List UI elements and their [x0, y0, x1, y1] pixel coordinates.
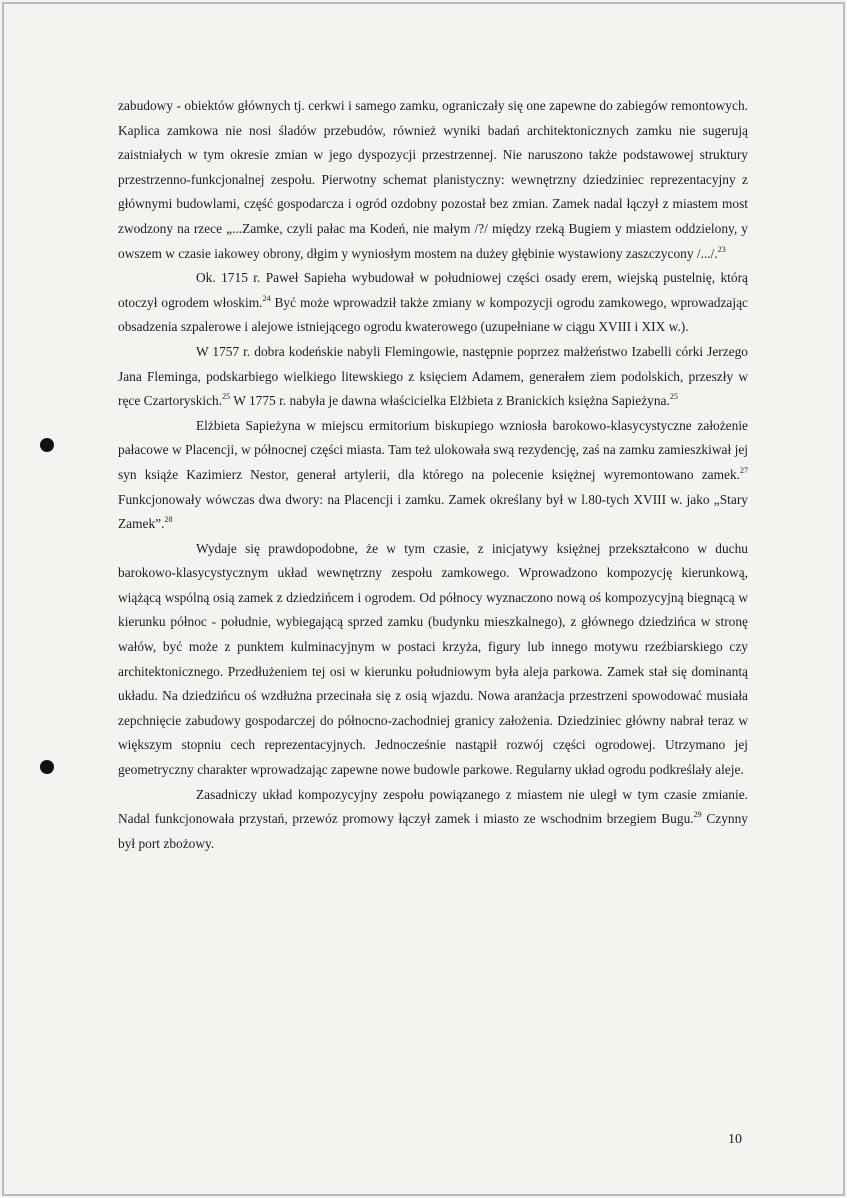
page-number: 10	[728, 1132, 742, 1147]
paragraph-text: Czynny był port zbożowy.	[118, 811, 748, 851]
footnote-reference: 25	[222, 392, 231, 402]
paragraph-text: W 1757 r. dobra kodeńskie nabyli Flemingowie, następnie poprzez małżeństwo Izabelli córki Jerzego Jana Fleminga, podskarbiego wielkiego litewskiego z księciem Adamem, generałem ziem podolskich, przeszły w ręce Czartoryskich.	[118, 343, 748, 409]
paragraph	[118, 340, 748, 414]
paragraph-text: Funkcjonowały wówczas dwa dwory: na Placencji i zamku. Zamek określany był w l.80-tych XVIII w. jako „Stary Zamek”.	[118, 491, 748, 532]
paragraph	[118, 414, 748, 537]
paragraph-text: Być może wprowadził także zmiany w kompozycji ogrodu zamkowego, wprowadzając obsadzenia szpalerowe i alejowe istniejącego ogrodu kwaterowego (uzupełniane w ciągu XVIII i XIX w.).	[118, 294, 748, 335]
footnote-reference: 29	[693, 810, 702, 820]
paragraph-text: Zasadniczy układ kompozycyjny zespołu powiązanego z miastem nie uległ w tym czasie zmianie. Nadal funkcjonowała przystań, przewóz promowy łączył zamek i miasto ze wschodnim brzegiem Bugu.	[118, 786, 748, 827]
footnote-reference: 27	[740, 465, 748, 475]
paragraph-text: W 1775 r. nabyła je dawna właścicielka Elżbieta z Branickich księżna Sapieżyna.	[230, 393, 670, 409]
paragraph-text: Elżbieta Sapieżyna w miejscu ermitorium biskupiego wzniosła barokowo-klasycystyczne założenie pałacowe w Placencji, w północnej części miasta. Tam też ulokowała swą rezydencję, zaś na zamku zamieszkiwał jej syn książe Kazimierz Nestor, generał artylerii, dla którego na polecenie księżnej wyremontowano zamek.	[118, 417, 748, 482]
punch-hole	[40, 438, 54, 452]
footnote-reference: 24	[262, 293, 271, 303]
footnote-reference: 23	[717, 244, 726, 254]
paragraph-text: Ok. 1715 r. Paweł Sapieha wybudował w południowej części osady erem, wiejską pustelnię, którą otoczył ogrodem włoskim.	[118, 270, 748, 310]
punch-hole	[40, 760, 54, 774]
paragraph	[118, 94, 748, 266]
footnote-reference: 28	[164, 515, 173, 525]
paragraph-text: Wydaje się prawdopodobne, że w tym czasie, z inicjatywy księżnej przekształcono w duchu barokowo-klasycystycznym układ wewnętrzny zespołu zamkowego. Wprowadzono kompozycję kierunkową, wiążącą wspólną osią zamek z dziedzińcem i ogrodem. Od północy wyznaczono nową oś kompozycyjną biegnącą w kierunku północ - południe, wybiegającą sprzed zamku (budynku mieszkalnego), z głównego dziedzińca w stronę wałów, być może z punktem kulminacyjnym w postaci krzyża, figury lub innego motywu rzeźbiarskiego czy architektonicznego. Przedłużeniem tej osi w kierunku południowym była aleja parkowa. Zamek stał się dominantą układu. Na dziedzińcu oś wzdłużna przecinała się z osią wjazdu. Nowa aranżacja przestrzeni spowodować musiała zepchnięcie zabudowy gospodarczej do północno-zachodniej granicy założenia. Dziedziniec główny nabrał teraz w większym stopniu cech reprezentacyjnych. Jednocześnie nastąpił rozwój części ogrodowej. Utrzymano jej geometryczny charakter wprowadzając zapewne nowe budowle parkowe. Regularny układ ogrodu podkreślały aleje.	[118, 540, 748, 778]
footnote-reference: 25	[669, 392, 678, 402]
paragraph-text: zabudowy - obiektów głównych tj. cerkwi i samego zamku, ograniczały się one zapewne do zabiegów remontowych. Kaplica zamkowa nie nosi śladów przebudów, również wyniki badań architektonicznych zamku nie sugerują zaistniałych w tym okresie zmian w jego dyspozycji przestrzennej. Nie naruszono także podstawowej struktury przestrzenno-funkcjonalnej zespołu. Pierwotny schemat planistyczny: wewnętrzny dziedziniec reprezentacyjny z głównymi budowlami, część gospodarcza i ogród ozdobny pozostał bez zmian. Zamek nadal łączył z miastem most zwodzony na rzece „...Zamke, czyli pałac ma Kodeń, nie małym /?/ między rzeką Bugiem y miastem oddzielony, y owszem w czasie iakowey obrony, dłgim y wyniosłym mostem na dużey głębinie wystawiony zaszczycony /.../.	[118, 98, 748, 261]
paragraph	[118, 783, 748, 857]
paragraph	[118, 266, 748, 340]
document-body	[118, 94, 748, 856]
paragraph	[118, 537, 748, 783]
